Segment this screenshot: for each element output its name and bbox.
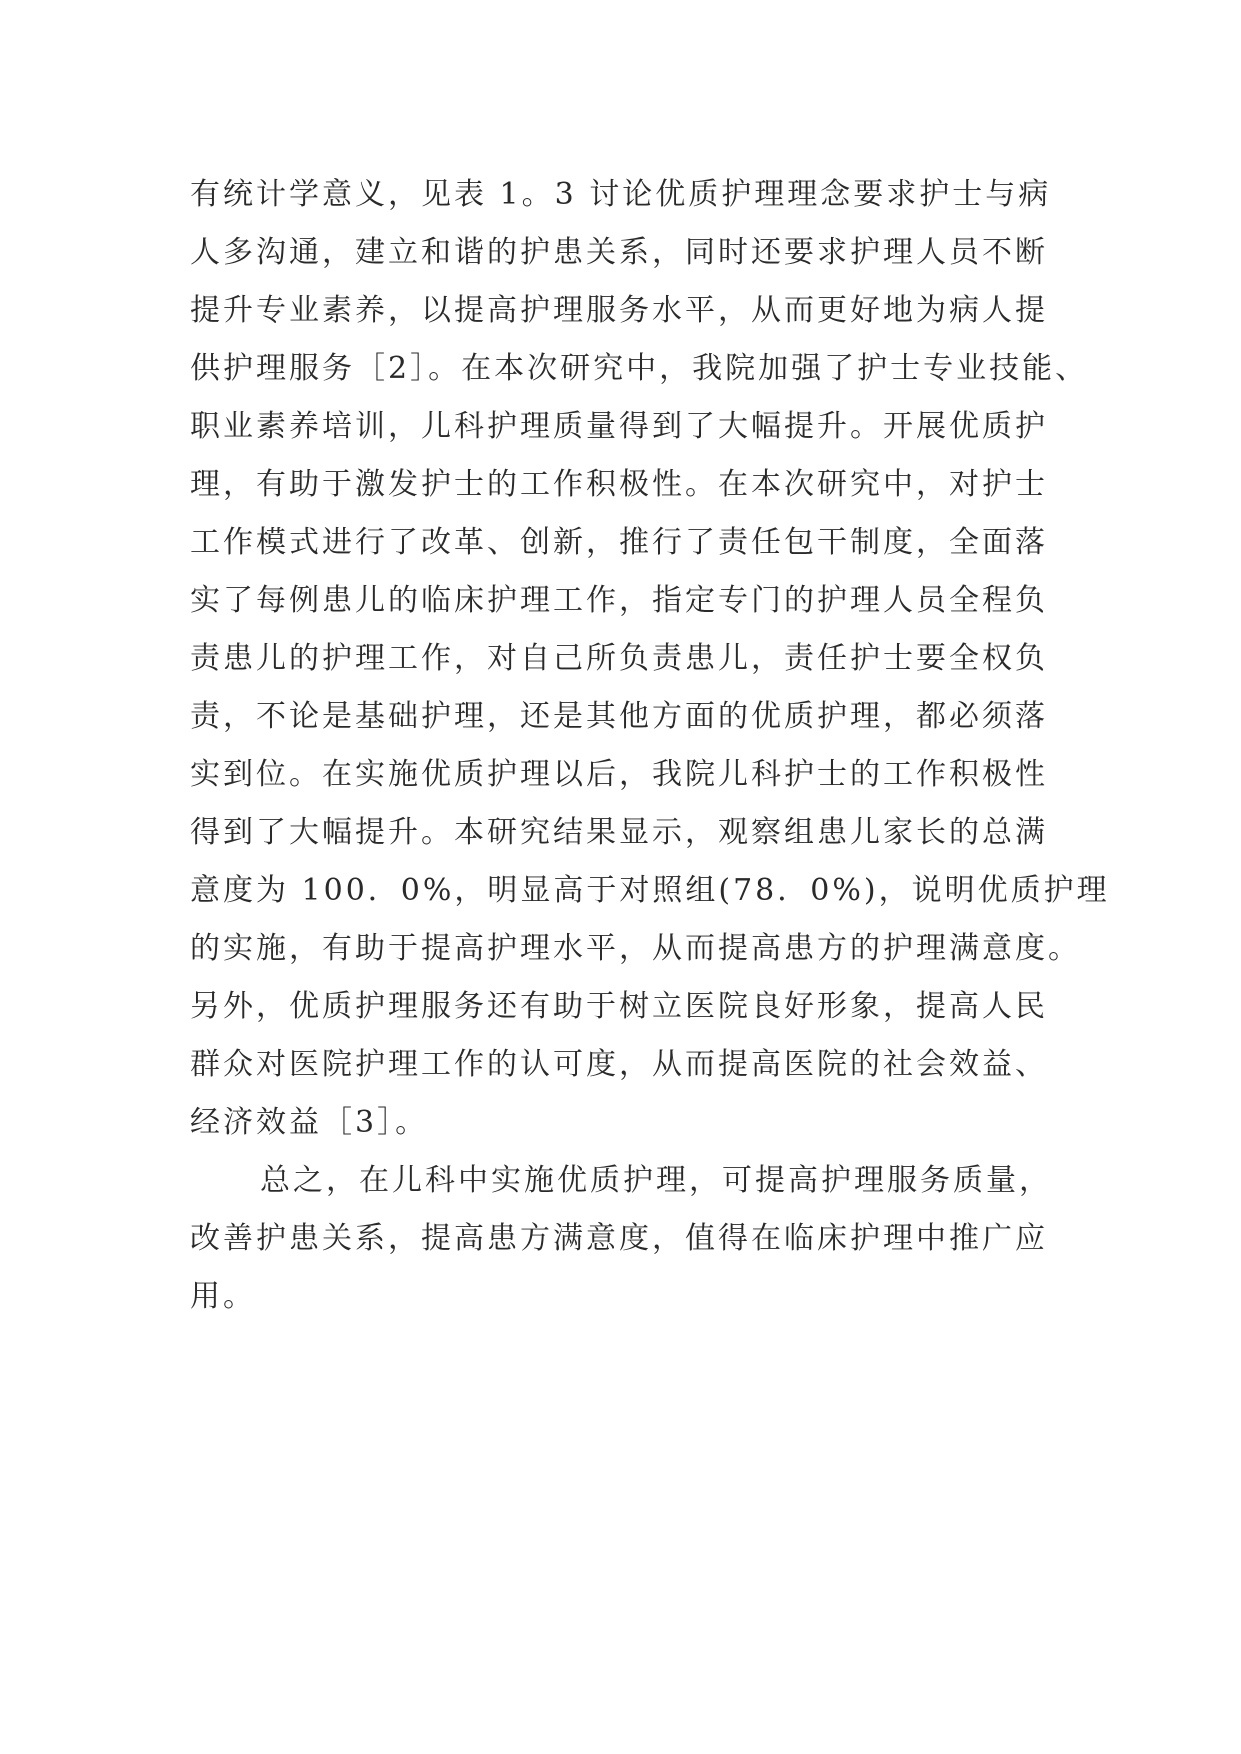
text-line: 工作模式进行了改革、创新，推行了责任包干制度，全面落 bbox=[190, 525, 1048, 560]
text-line: 意度为 100．0%，明显高于对照组(78．0%)，说明优质护理 bbox=[190, 873, 1110, 908]
text-line: 供护理服务［2］。在本次研究中，我院加强了护士专业技能、 bbox=[190, 351, 1089, 386]
text-line: 职业素养培训，儿科护理质量得到了大幅提升。开展优质护 bbox=[190, 409, 1048, 444]
text-line: 总之，在儿科中实施优质护理，可提高护理服务质量， bbox=[260, 1163, 1052, 1198]
text-line: 得到了大幅提升。本研究结果显示，观察组患儿家长的总满 bbox=[190, 815, 1048, 850]
text-line: 用。 bbox=[190, 1279, 256, 1314]
text-line: 实到位。在实施优质护理以后，我院儿科护士的工作积极性 bbox=[190, 757, 1048, 792]
text-line: 责，不论是基础护理，还是其他方面的优质护理，都必须落 bbox=[190, 699, 1048, 734]
text-line: 实了每例患儿的临床护理工作，指定专门的护理人员全程负 bbox=[190, 583, 1048, 618]
text-line: 责患儿的护理工作，对自己所负责患儿，责任护士要全权负 bbox=[190, 641, 1048, 676]
body-text bbox=[190, 166, 1110, 1326]
text-line: 人多沟通，建立和谐的护患关系，同时还要求护理人员不断 bbox=[190, 235, 1048, 270]
paragraph-discussion bbox=[190, 166, 1110, 1152]
text-line: 有统计学意义，见表 1。3 讨论优质护理理念要求护士与病 bbox=[190, 177, 1052, 212]
text-line: 理，有助于激发护士的工作积极性。在本次研究中，对护士 bbox=[190, 467, 1048, 502]
text-line: 另外，优质护理服务还有助于树立医院良好形象，提高人民 bbox=[190, 989, 1048, 1024]
text-line: 群众对医院护理工作的认可度，从而提高医院的社会效益、 bbox=[190, 1047, 1048, 1082]
text-line: 经济效益［3］。 bbox=[190, 1105, 429, 1140]
text-line: 改善护患关系，提高患方满意度，值得在临床护理中推广应 bbox=[190, 1221, 1048, 1256]
text-line: 的实施，有助于提高护理水平，从而提高患方的护理满意度。 bbox=[190, 931, 1081, 966]
text-line: 提升专业素养，以提高护理服务水平，从而更好地为病人提 bbox=[190, 293, 1048, 328]
paragraph-conclusion bbox=[190, 1152, 1060, 1326]
